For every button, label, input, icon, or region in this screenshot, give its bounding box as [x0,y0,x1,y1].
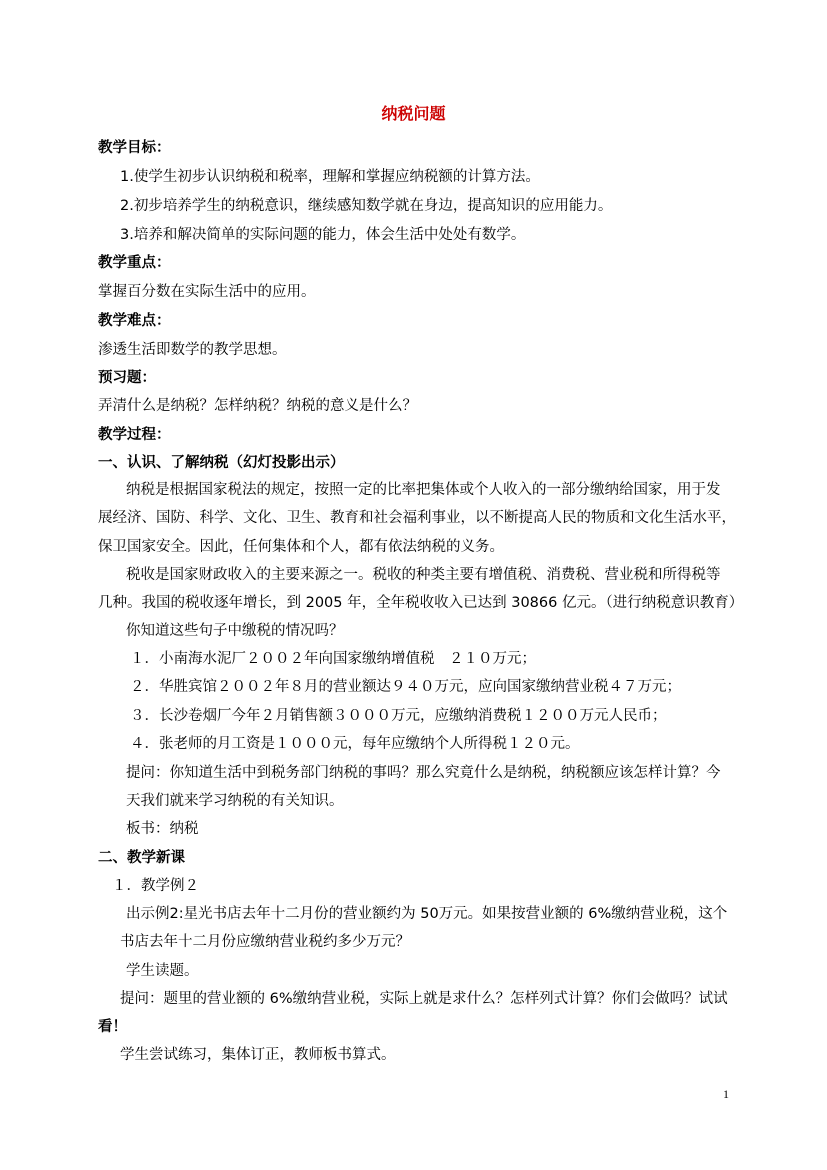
paragraph-line: 看！ [98,1019,127,1035]
heading-difficulties: 教学难点： [98,313,171,329]
paragraph-line: 学生读题。 [126,963,199,979]
key-points-text: 掌握百分数在实际生活中的应用。 [98,284,316,300]
goal-item-2: 2.初步培养学生的纳税意识，继续感知数学就在身边，提高知识的应用能力。 [120,198,613,214]
paragraph-line: 提问：你知道生活中到税务部门纳税的事吗？那么究竟什么是纳税，纳税额应该怎样计算？今 [126,765,721,781]
paragraph-line: 提问：题里的营业额的 6%缴纳营业税，实际上就是求什么？怎样列式计算？你们会做吗？试试 [120,991,728,1007]
heading-process: 教学过程： [98,427,171,443]
preview-text: 弄清什么是纳税？怎样纳税？纳税的意义是什么？ [98,398,417,414]
example-item-3: ３．长沙卷烟厂今年２月销售额３０００万元，应缴纳消费税１２００万元人民币； [130,708,667,724]
heading-key-points: 教学重点： [98,255,171,271]
document-title: 纳税问题 [381,104,446,123]
board-writing: 板书：纳税 [126,821,199,837]
paragraph-line: 书店去年十二月份应缴纳营业税约多少万元？ [120,934,410,950]
paragraph-line: 学生尝试练习，集体订正，教师板书算式。 [120,1047,396,1063]
paragraph-line: 保卫国家安全。因此，任何集体和个人，都有依法纳税的义务。 [98,539,504,555]
goal-item-3: 3.培养和解决简单的实际问题的能力，体会生活中处处有数学。 [120,227,526,243]
example-item-4: ４．张老师的月工资是１０００元，每年应缴纳个人所得税１２０元。 [130,736,580,752]
goal-item-1: 1.使学生初步认识纳税和税率，理解和掌握应纳税额的计算方法。 [120,169,540,185]
question-text: 你知道这些句子中缴税的情况吗？ [126,623,344,639]
subsection-heading: １．教学例２ [112,878,199,894]
difficulties-text: 渗透生活即数学的教学思想。 [98,342,287,358]
example-item-2: ２．华胜宾馆２００２年８月的营业额达９４０万元，应向国家缴纳营业税４７万元； [130,679,681,695]
paragraph-line: 几种。我国的税收逐年增长，到 2005 年，全年税收收入已达到 30866 亿元。（进行纳税意识教育） [98,595,744,611]
section-1-heading: 一、认识、了解纳税（幻灯投影出示） [98,455,345,471]
paragraph-line: 天我们就来学习纳税的有关知识。 [126,793,344,809]
paragraph-line: 纳税是根据国家税法的规定，按照一定的比率把集体或个人收入的一部分缴纳给国家，用于发 [126,482,721,498]
heading-teaching-goals: 教学目标： [98,140,171,156]
paragraph-line: 展经济、国防、科学、文化、卫生、教育和社会福利事业，以不断提高人民的物质和文化生活水平， [98,510,736,526]
section-2-heading: 二、教学新课 [98,850,185,866]
paragraph-line: 税收是国家财政收入的主要来源之一。税收的种类主要有增值税、消费税、营业税和所得税等 [126,567,721,583]
page-number: 1 [723,1087,729,1101]
heading-preview: 预习题： [98,370,156,386]
example-item-1: １．小南海水泥厂２００２年向国家缴纳增值税 ２１０万元； [130,651,536,667]
paragraph-line: 出示例2:星光书店去年十二月份的营业额约为 50万元。如果按营业额的 6%缴纳营业税，这个 [126,906,728,922]
